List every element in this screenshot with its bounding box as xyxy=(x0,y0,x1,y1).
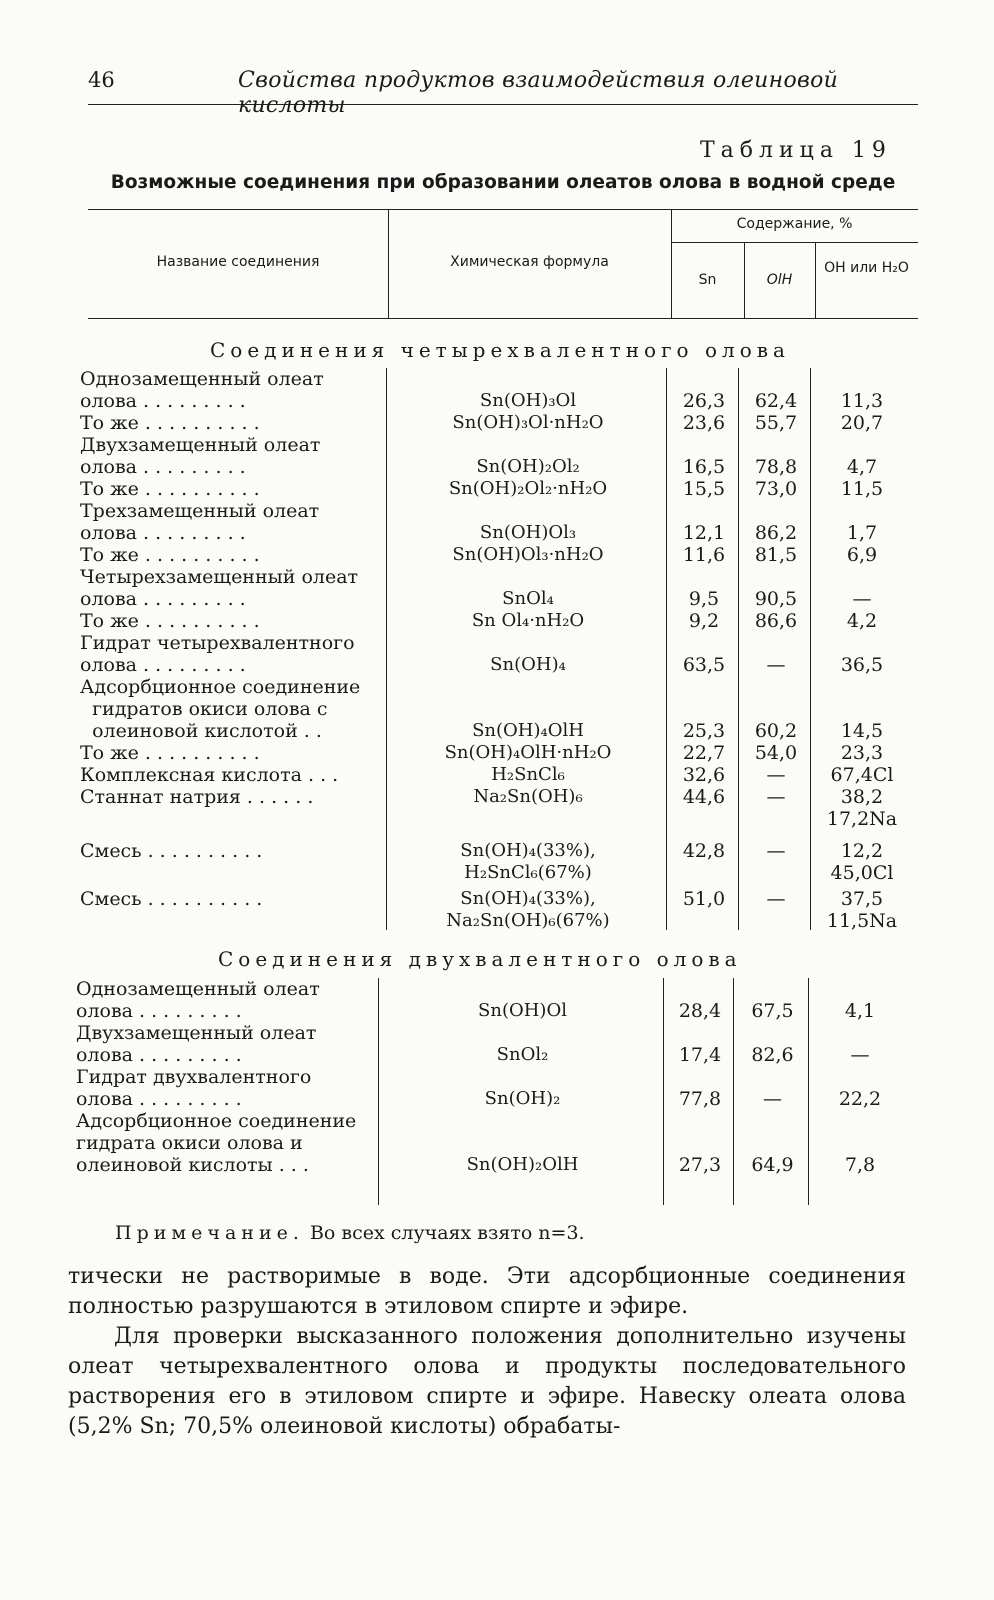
table-row xyxy=(76,978,916,1022)
table-row xyxy=(80,742,920,764)
sn-value: 15,5 xyxy=(682,478,726,500)
compound-name: олова . . . . . . . . . xyxy=(80,390,246,412)
column-divider xyxy=(386,368,387,930)
table-label: Таблица 19 xyxy=(700,138,892,163)
header-divider xyxy=(815,242,816,318)
sn-value: 77,8 xyxy=(678,1088,722,1110)
oh-value: 67,4Cl xyxy=(830,764,894,786)
compound-name: олеиновой кислоты . . . xyxy=(76,1154,309,1176)
chemical-formula: Sn(OH)₂ xyxy=(484,1088,561,1109)
col-content-header: Содержание, % xyxy=(736,216,853,232)
paragraph: тически не растворимые в воде. Эти адсорбционные соединения полностью разрушаются в этиловом спирте и эфире. xyxy=(68,1264,906,1319)
chemical-formula: Sn(OH)₂Ol₂·nH₂O xyxy=(448,478,608,499)
compound-name: То же . . . . . . . . . . xyxy=(80,742,260,764)
olh-value: 67,5 xyxy=(751,1000,794,1022)
compound-name: олова . . . . . . . . . xyxy=(76,1088,242,1110)
col-oh-header: OH или H₂O xyxy=(824,260,909,276)
sn-value: 9,2 xyxy=(688,610,720,632)
table-note xyxy=(115,1222,585,1244)
chemical-formula: Sn(OH)Ol₃·nH₂O xyxy=(452,544,604,565)
olh-value: — xyxy=(766,654,786,676)
olh-value: 81,5 xyxy=(754,544,798,566)
table-row xyxy=(80,412,920,434)
chemical-formula: H₂SnCl₆ xyxy=(491,764,565,785)
oh-value: 1,7 xyxy=(846,522,878,544)
col-olh-header: OlH xyxy=(766,272,793,288)
compound-name: Смесь . . . . . . . . . . xyxy=(80,840,263,862)
section-title: Соединения двухвалентного олова xyxy=(218,947,742,971)
compound-name: олова . . . . . . . . . xyxy=(80,654,246,676)
sn-value: 51,0 xyxy=(682,888,726,910)
olh-value: 55,7 xyxy=(754,412,798,434)
chemical-formula: Sn(OH)Ol xyxy=(478,1000,567,1021)
table-row xyxy=(76,1110,916,1176)
compound-name: Гидрат двухвалентного xyxy=(76,1066,312,1088)
olh-value: 90,5 xyxy=(754,588,798,610)
paragraph: Для проверки высказанного положения дополнительно изучены олеат четырехвалентного олова и продукты последовательного растворения его в этиловом спирте и эфире. Навеску олеата олова (5,2% Sn; 70,5% олеиновой кислоты) обрабаты- xyxy=(68,1324,906,1439)
sn-value: 9,5 xyxy=(688,588,720,610)
oh-value: 6,9 xyxy=(846,544,878,566)
chemical-formula: Sn(OH)₂Ol₂ xyxy=(476,456,580,477)
section-title: Соединения четырехвалентного олова xyxy=(210,338,790,362)
compound-name: олова . . . . . . . . . xyxy=(80,588,246,610)
olh-value: 73,0 xyxy=(754,478,798,500)
table-row xyxy=(80,786,920,830)
compound-name: олова . . . . . . . . . xyxy=(76,1044,242,1066)
table-row xyxy=(76,1022,916,1066)
sn-value: 22,7 xyxy=(682,742,726,764)
compound-name: Адсорбционное соединение xyxy=(76,1110,357,1132)
oh-value: 11,3 xyxy=(840,390,884,412)
sn-value: 11,6 xyxy=(682,544,726,566)
compound-name: То же . . . . . . . . . . xyxy=(80,610,260,632)
chemical-formula: Sn(OH)Ol₃ xyxy=(479,522,577,543)
olh-value: 82,6 xyxy=(751,1044,794,1066)
table-row xyxy=(80,544,920,566)
compound-name: Четырехзамещенный олеат xyxy=(80,566,359,588)
oh-value: 38,2 xyxy=(840,786,884,808)
chemical-formula: Sn(OH)₃Ol xyxy=(479,390,577,411)
compound-name: Смесь . . . . . . . . . . xyxy=(80,888,263,910)
compound-name: олова . . . . . . . . . xyxy=(80,456,246,478)
chemical-formula: Sn(OH)₂OlH xyxy=(466,1154,579,1175)
sn-value: 17,4 xyxy=(678,1044,722,1066)
oh-value: 22,2 xyxy=(838,1088,882,1110)
chemical-formula: SnOl₄ xyxy=(502,588,554,609)
table-row xyxy=(80,764,920,786)
note-label: Примечание. xyxy=(115,1222,304,1244)
olh-value: — xyxy=(763,1088,782,1110)
oh-value: 11,5Na xyxy=(826,910,898,932)
oh-value: 20,7 xyxy=(840,412,884,434)
oh-value: 4,2 xyxy=(846,610,878,632)
table-row xyxy=(80,840,920,884)
olh-value: 54,0 xyxy=(754,742,798,764)
col-formula-header: Химическая формула xyxy=(450,254,609,270)
column-divider xyxy=(810,368,811,930)
header-rule xyxy=(671,242,918,243)
compound-name: гидратов окиси олова с xyxy=(80,698,328,720)
oh-value: 11,5 xyxy=(840,478,884,500)
oh-value: 23,3 xyxy=(840,742,884,764)
oh-value: 14,5 xyxy=(840,720,884,742)
page-number: 46 xyxy=(88,68,115,92)
compound-name: То же . . . . . . . . . . xyxy=(80,478,260,500)
running-title: Свойства продуктов взаимодействия олеиновой кислоты xyxy=(238,68,839,118)
compound-name: Гидрат четырехвалентного xyxy=(80,632,355,654)
compound-name: олова . . . . . . . . . xyxy=(76,1000,242,1022)
oh-value: 4,1 xyxy=(844,1000,876,1022)
sn-value: 25,3 xyxy=(682,720,726,742)
oh-value: 7,8 xyxy=(844,1154,876,1176)
chemical-formula: Sn(OH)₄(33%), xyxy=(460,888,596,909)
oh-value: 37,5 xyxy=(840,888,884,910)
compound-name: олеиновой кислотой . . xyxy=(80,720,322,742)
page-header xyxy=(88,68,918,118)
sn-value: 44,6 xyxy=(682,786,726,808)
col-sn-header: Sn xyxy=(698,272,717,288)
oh-value: 36,5 xyxy=(840,654,884,676)
table-row xyxy=(80,500,920,544)
body-text xyxy=(68,1262,906,1442)
compound-name: То же . . . . . . . . . . xyxy=(80,412,260,434)
chemical-formula: SnOl₂ xyxy=(496,1044,549,1065)
sn-value: 28,4 xyxy=(678,1000,722,1022)
sn-value: 42,8 xyxy=(682,840,726,862)
olh-value: 86,2 xyxy=(754,522,798,544)
chemical-formula: Sn(OH)₃Ol·nH₂O xyxy=(452,412,604,433)
column-divider xyxy=(808,978,809,1205)
chemical-formula: Sn(OH)₄OlH xyxy=(472,720,584,741)
table-row xyxy=(80,632,920,676)
oh-value: — xyxy=(852,588,872,610)
olh-value: 62,4 xyxy=(754,390,798,412)
table-row xyxy=(80,610,920,632)
table-row xyxy=(80,676,920,742)
olh-value: — xyxy=(766,764,786,786)
table-row xyxy=(76,1066,916,1110)
column-divider xyxy=(663,978,664,1205)
chemical-formula: Sn(OH)₄ xyxy=(490,654,566,675)
compound-name: Трехзамещенный олеат xyxy=(80,500,320,522)
olh-value: — xyxy=(766,888,786,910)
chemical-formula: Sn Ol₄·nH₂O xyxy=(471,610,585,631)
note-text: Во всех случаях взято n=3. xyxy=(309,1222,585,1244)
table-row xyxy=(80,478,920,500)
table-row xyxy=(80,434,920,478)
chemical-formula: Na₂Sn(OH)₆ xyxy=(473,786,583,807)
oh-value: 4,7 xyxy=(846,456,878,478)
compound-name: Двухзамещенный олеат xyxy=(76,1022,317,1044)
sn-value: 16,5 xyxy=(682,456,726,478)
oh-value: — xyxy=(850,1044,870,1066)
table-row xyxy=(80,368,920,412)
table-row xyxy=(80,888,920,932)
compound-name: То же . . . . . . . . . . xyxy=(80,544,260,566)
sn-value: 26,3 xyxy=(682,390,726,412)
column-divider xyxy=(666,368,667,930)
table-title: Возможные соединения при образовании олеатов олова в водной среде xyxy=(110,172,896,193)
chemical-formula: Na₂Sn(OH)₆(67%) xyxy=(446,910,610,931)
chemical-formula: H₂SnCl₆(67%) xyxy=(464,862,592,883)
column-divider xyxy=(738,368,739,930)
compound-name: Адсорбционное соединение xyxy=(80,676,361,698)
olh-value: — xyxy=(766,786,786,808)
sn-value: 12,1 xyxy=(682,522,726,544)
chemical-formula: Sn(OH)₄(33%), xyxy=(460,840,596,861)
oh-value: 12,2 xyxy=(840,840,884,862)
sn-value: 63,5 xyxy=(682,654,726,676)
sn-value: 32,6 xyxy=(682,764,726,786)
olh-value: 78,8 xyxy=(754,456,798,478)
olh-value: — xyxy=(766,840,786,862)
compound-name: Станнат натрия . . . . . . xyxy=(80,786,314,808)
olh-value: 60,2 xyxy=(754,720,798,742)
column-divider xyxy=(378,978,379,1205)
chemical-formula: Sn(OH)₄OlH·nH₂O xyxy=(444,742,612,763)
sn-value: 27,3 xyxy=(678,1154,722,1176)
compound-name: Однозамещенный олеат xyxy=(80,368,324,390)
table-row xyxy=(80,566,920,610)
sn-value: 23,6 xyxy=(682,412,726,434)
olh-value: 86,6 xyxy=(754,610,798,632)
compound-name: Двухзамещенный олеат xyxy=(80,434,321,456)
oh-value: 45,0Cl xyxy=(830,862,894,884)
compound-name: Комплексная кислота . . . xyxy=(80,764,339,786)
compound-name: гидрата окиси олова и xyxy=(76,1132,303,1154)
compound-name: олова . . . . . . . . . xyxy=(80,522,246,544)
column-divider xyxy=(733,978,734,1205)
olh-value: 64,9 xyxy=(751,1154,794,1176)
col-name-header: Название соединения xyxy=(156,254,320,270)
oh-value: 17,2Na xyxy=(826,808,898,830)
compound-name: Однозамещенный олеат xyxy=(76,978,320,1000)
table-header xyxy=(88,209,918,319)
